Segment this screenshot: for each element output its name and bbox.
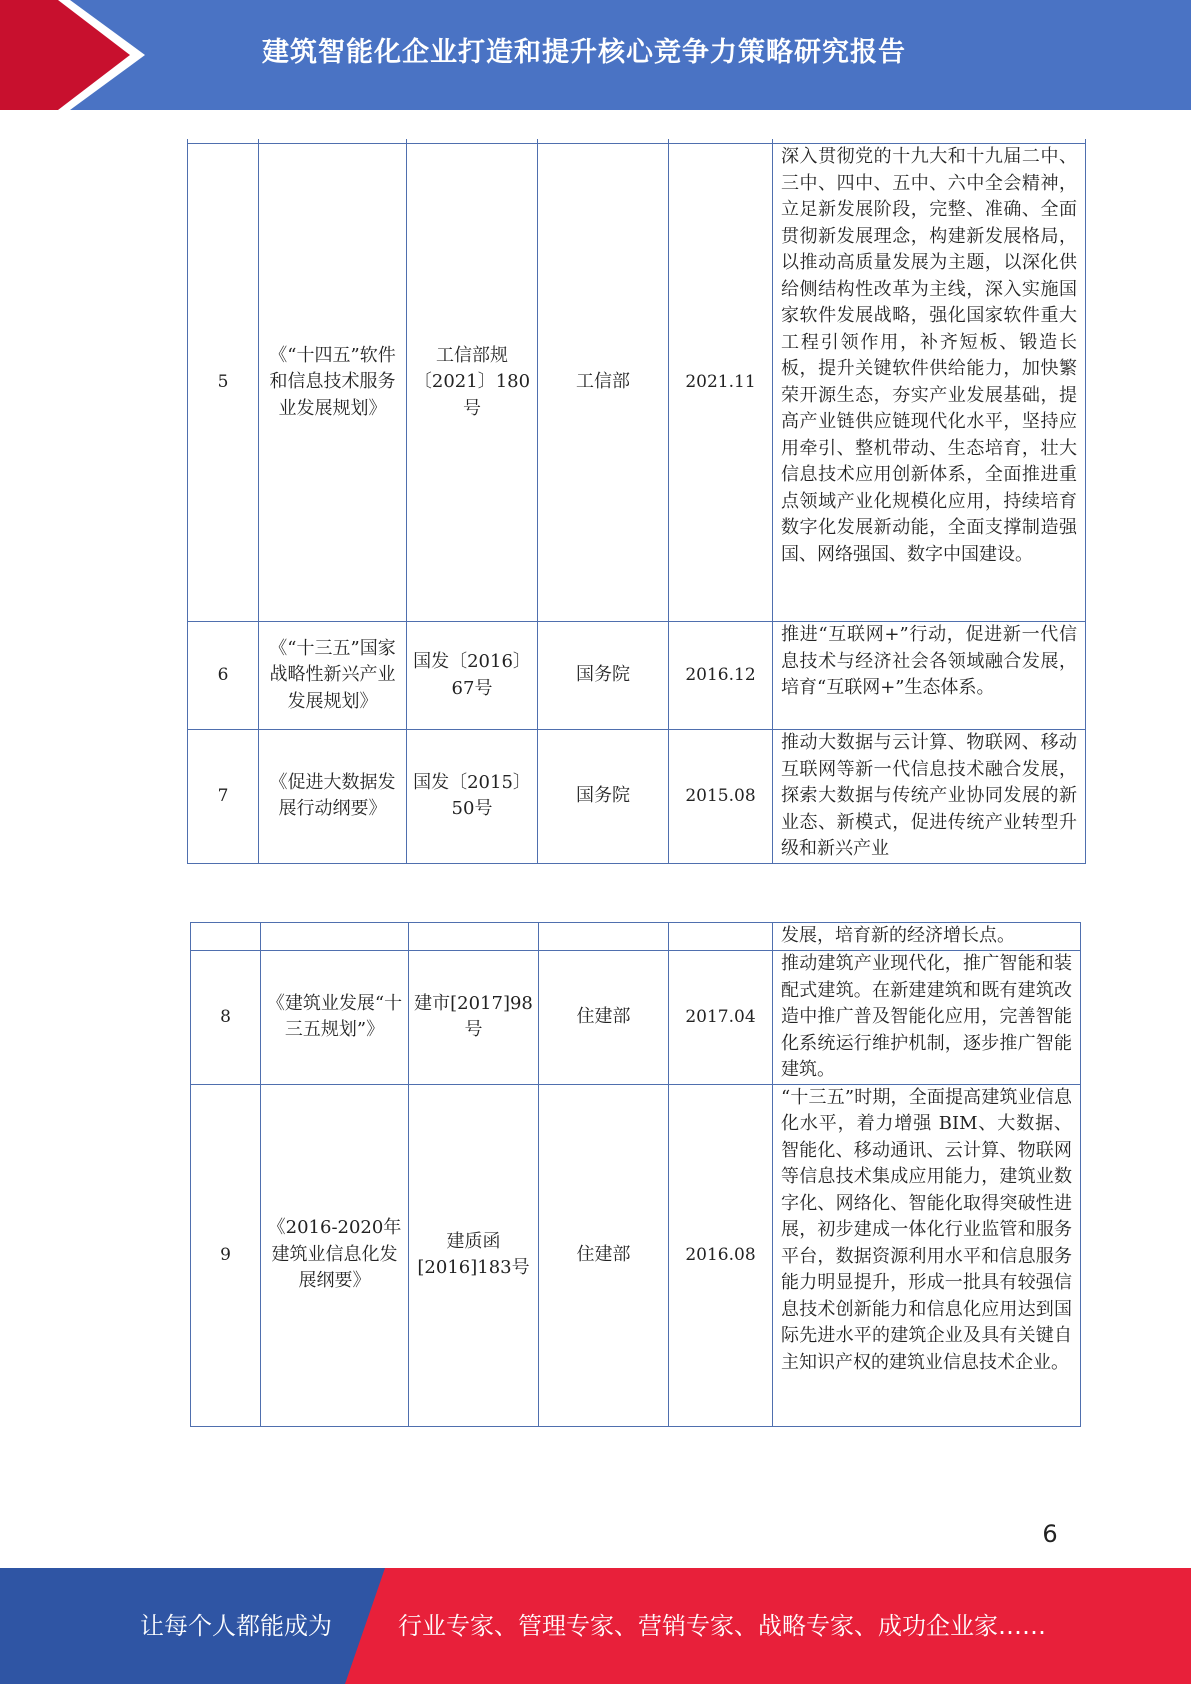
policy-name: 《“十四五”软件和信息技术服务业发展规划》 (259, 144, 407, 622)
issuing-department: 住建部 (539, 951, 669, 1085)
table-row (188, 144, 1086, 622)
document-number: 国发〔2016〕67号 (407, 622, 538, 730)
policy-table-1 (187, 139, 1086, 864)
document-number: 国发〔2015〕50号 (407, 730, 538, 864)
issue-date: 2016.12 (669, 622, 773, 730)
table-row (188, 730, 1086, 864)
row-number: 9 (191, 1084, 261, 1426)
page-number: 6 (1042, 1520, 1058, 1548)
row-number: 5 (188, 144, 259, 622)
issuing-department: 工信部 (538, 144, 669, 622)
issue-date: 2021.11 (669, 144, 773, 622)
document-number: 建市[2017]98号 (409, 951, 539, 1085)
issuing-department: 国务院 (538, 622, 669, 730)
policy-content: “十三五”时期，全面提高建筑业信息化水平，着力增强 BIM、大数据、智能化、移动通讯、云计算、物联网等信息技术集成应用能力，建筑业数字化、网络化、智能化取得突破性进展，初步建成一体化行业监管和服务平台，数据资源利用水平和信息服务能力明显提升，形成一批具有较强信息技术创新能力和信息化应用达到国际先进水平的建筑企业及具有关键自主知识产权的建筑业信息技术企业。 (773, 1084, 1081, 1426)
continued-content: 发展，培育新的经济增长点。 (773, 923, 1081, 951)
red-chevron-logo (0, 0, 160, 110)
issue-date: 2016.08 (669, 1084, 773, 1426)
report-title: 建筑智能化企业打造和提升核心竞争力策略研究报告 (262, 37, 906, 68)
table-row (188, 622, 1086, 730)
policy-content: 推动大数据与云计算、物联网、移动互联网等新一代信息技术融合发展，探索大数据与传统产业协同发展的新业态、新模式，促进传统产业转型升级和新兴产业 (773, 730, 1086, 864)
issuing-department: 住建部 (539, 1084, 669, 1426)
table-row (191, 951, 1081, 1085)
issuing-department: 国务院 (538, 730, 669, 864)
policy-content: 推进“互联网+”行动，促进新一代信息技术与经济社会各领域融合发展，培育“互联网+”生态体系。 (773, 622, 1086, 730)
issue-date: 2015.08 (669, 730, 773, 864)
document-number: 工信部规〔2021〕180号 (407, 144, 538, 622)
page-footer (0, 1568, 1191, 1684)
row-number: 8 (191, 951, 261, 1085)
footer-slogan-left: 让每个人都能成为 (140, 1612, 332, 1640)
policy-name: 《促进大数据发展行动纲要》 (259, 730, 407, 864)
issue-date: 2017.04 (669, 951, 773, 1085)
policy-table-2 (190, 922, 1081, 1427)
policy-name: 《“十三五”国家战略性新兴产业发展规划》 (259, 622, 407, 730)
page-header (0, 0, 1191, 110)
policy-name: 《2016-2020年建筑业信息化发展纲要》 (261, 1084, 409, 1426)
row-number: 6 (188, 622, 259, 730)
policy-content: 深入贯彻党的十九大和十九届二中、三中、四中、五中、六中全会精神，立足新发展阶段，完整、准确、全面贯彻新发展理念，构建新发展格局，以推动高质量发展为主题，以深化供给侧结构性改革为主线，深入实施国家软件发展战略，强化国家软件重大工程引领作用，补齐短板、锻造长板，提升关键软件供给能力，加快繁荣开源生态，夯实产业发展基础，提高产业链供应链现代化水平，坚持应用牵引、整机带动、生态培育，壮大信息技术应用创新体系，全面推进重点领域产业化规模化应用，持续培育数字化发展新动能，全面支撑制造强国、网络强国、数字中国建设。 (773, 144, 1086, 622)
document-number: 建质函[2016]183号 (409, 1084, 539, 1426)
continuation-row (191, 923, 1081, 951)
policy-name: 《建筑业发展“十三五规划”》 (261, 951, 409, 1085)
table-row (191, 1084, 1081, 1426)
footer-slogan-right: 行业专家、管理专家、营销专家、战略专家、成功企业家…… (398, 1612, 1046, 1640)
row-number: 7 (188, 730, 259, 864)
policy-content: 推动建筑产业现代化，推广智能和装配式建筑。在新建建筑和既有建筑改造中推广普及智能化应用，完善智能化系统运行维护机制，逐步推广智能建筑。 (773, 951, 1081, 1085)
